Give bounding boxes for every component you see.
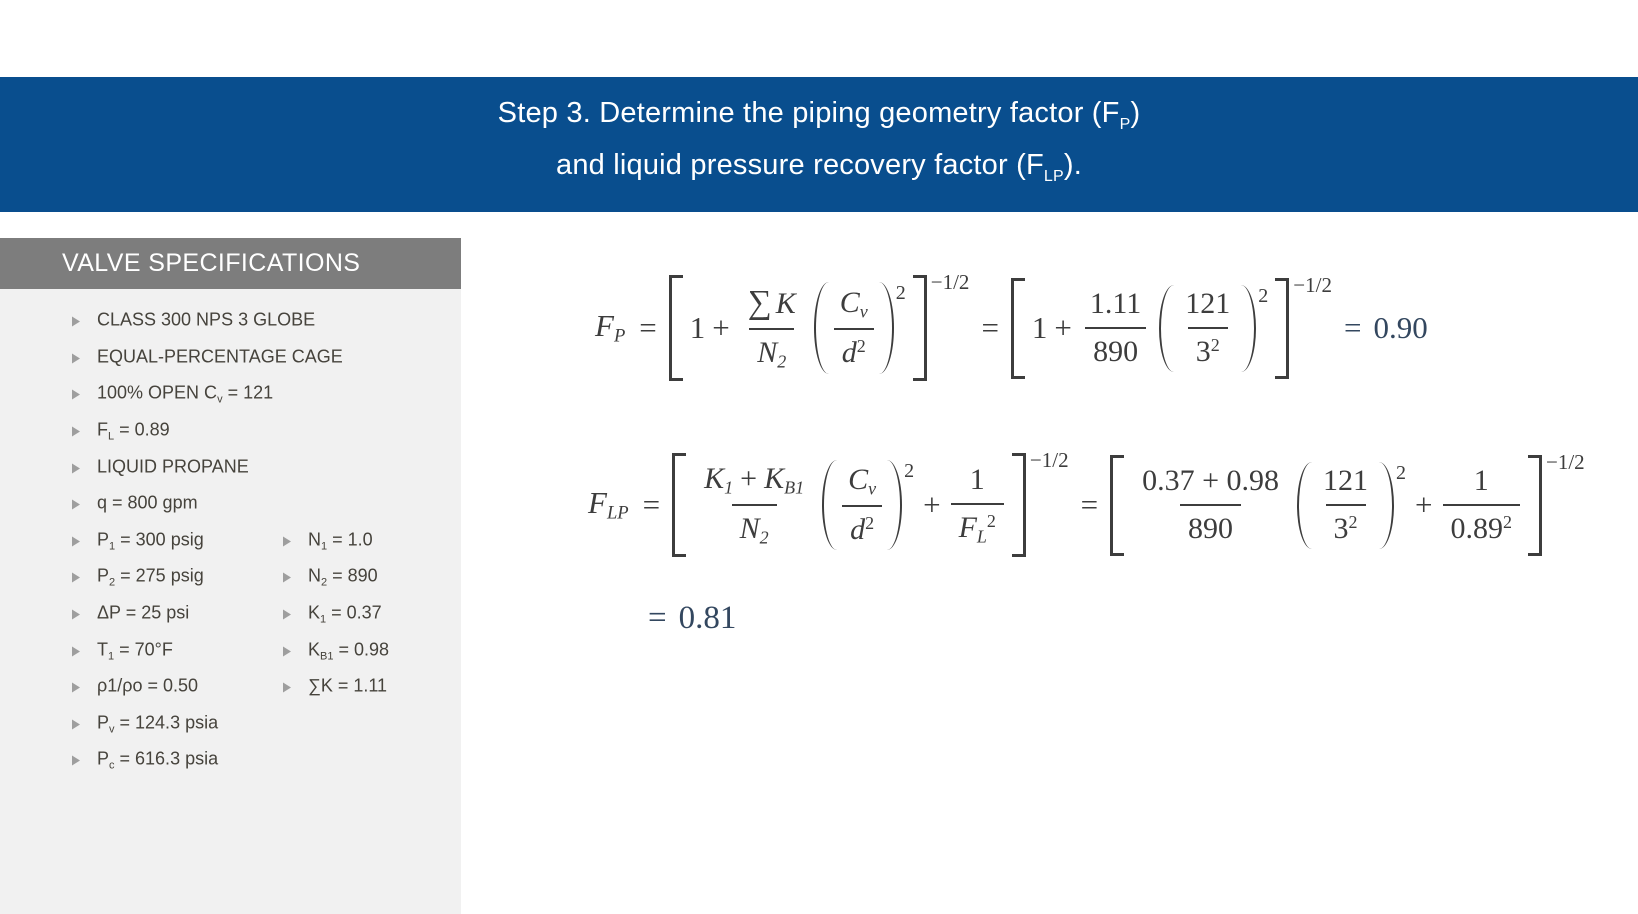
spec-item [72, 383, 273, 406]
left-bracket [1110, 455, 1124, 556]
left-paren [1159, 285, 1174, 372]
exponent: −1/2 [930, 269, 970, 294]
triangle-bullet-icon [283, 646, 291, 656]
title-text: ) [1130, 96, 1141, 129]
valve-specifications-panel [0, 238, 461, 914]
title-text: Step 3. Determine the piping geometry factor (F [497, 96, 1120, 129]
exponent: −1/2 [1546, 449, 1585, 474]
spec-item [72, 493, 198, 516]
valve-specifications-heading: VALVE SPECIFICATIONS [0, 238, 461, 289]
spec-item [72, 529, 204, 552]
spec-item-label: $P_v = 124.3$ psia [97, 712, 219, 736]
spec-item-label: 100% OPEN $C_v = 121$ [97, 382, 274, 406]
spec-item [72, 346, 343, 369]
triangle-bullet-icon [72, 683, 80, 693]
right-bracket [1528, 455, 1542, 556]
spec-row [0, 706, 461, 743]
fraction: $\frac{Cv}{d^2}$ [840, 463, 884, 548]
spec-row [0, 340, 461, 377]
left-bracket [1011, 278, 1025, 379]
op-equals: = [981, 310, 999, 345]
title-text: and liquid pressure recovery factor (F [555, 148, 1044, 181]
spec-item-label: $T_1 = 70^\circ F$ [97, 639, 173, 663]
spec-item-label: q = 800 gpm [97, 492, 198, 513]
exponent: −1/2 [1029, 447, 1069, 472]
fraction: $\frac{1}{FL^2}$ [951, 463, 1004, 548]
triangle-bullet-icon [283, 573, 291, 583]
slide-title-line-2 [556, 145, 1082, 197]
right-paren [1379, 462, 1394, 549]
exponent: 2 [904, 459, 915, 482]
triangle-bullet-icon [283, 683, 291, 693]
op-equals: = [1343, 310, 1362, 345]
spec-item [72, 712, 218, 735]
fraction: $\frac{\sum K}{N2}$ [747, 283, 796, 372]
spec-item [283, 603, 382, 626]
spec-item-label: ΔP = 25 psi [97, 602, 190, 623]
left-paren [814, 282, 829, 375]
triangle-bullet-icon [72, 390, 80, 400]
spec-item [72, 420, 170, 443]
spec-item [72, 566, 204, 589]
spec-row [0, 742, 461, 779]
spec-row [0, 413, 461, 450]
flp-lhs: FLP [588, 485, 629, 524]
spec-item [72, 310, 315, 333]
op-plus: + [712, 309, 730, 345]
slide-title-line-1 [498, 93, 1141, 145]
flp-result [648, 600, 736, 637]
spec-item-label: $K_{B1} = 0.98$ [308, 639, 390, 663]
right-paren [887, 460, 902, 550]
op-equals: = [642, 487, 661, 522]
fp-numeric-expression [1011, 272, 1332, 374]
spec-item [283, 639, 389, 662]
triangle-bullet-icon [72, 573, 80, 583]
exponent: −1/2 [1293, 272, 1332, 297]
triangle-bullet-icon [72, 500, 80, 510]
title-subscript: LP [1043, 167, 1064, 185]
slide-title-band [0, 77, 1638, 212]
fraction: $\frac{0.37 + 0.98}{890}$ [1142, 463, 1280, 545]
op-plus: + [1415, 487, 1433, 522]
spec-row [0, 596, 461, 633]
spec-item-label: $P_2 = 275$ psig [97, 565, 204, 589]
spec-row [0, 376, 461, 413]
op-equals: = [1080, 487, 1099, 522]
spec-item [283, 529, 373, 552]
spec-item [283, 676, 387, 699]
left-bracket [672, 453, 686, 557]
right-bracket [1012, 453, 1026, 557]
triangle-bullet-icon [72, 646, 80, 656]
triangle-bullet-icon [72, 610, 80, 620]
flp-result-value: 0.81 [678, 600, 737, 636]
op-plus: + [1054, 310, 1072, 345]
spec-item-label: $P_c = 616.3$ psia [97, 748, 219, 772]
triangle-bullet-icon [72, 536, 80, 546]
triangle-bullet-icon [72, 353, 80, 363]
exponent: 2 [1396, 461, 1407, 484]
fp-lhs: FP [595, 308, 626, 347]
triangle-bullet-icon [72, 317, 80, 327]
spec-row [0, 559, 461, 596]
left-paren [822, 460, 837, 550]
fp-formula [595, 258, 1428, 398]
triangle-bullet-icon [283, 536, 291, 546]
triangle-bullet-icon [283, 610, 291, 620]
spec-item-label: CLASS 300 NPS 3 GLOBE [97, 309, 316, 330]
right-bracket [913, 275, 927, 382]
spec-item [283, 566, 378, 589]
number: 1 [1031, 310, 1048, 345]
spec-item-label: $P_1 = 300$ psig [97, 529, 204, 553]
flp-numeric-expression [1110, 449, 1585, 551]
spec-row [0, 449, 461, 486]
fraction: $\frac{Cv}{d^2}$ [832, 286, 876, 371]
right-paren [879, 282, 894, 375]
spec-item [72, 639, 173, 662]
sigma-symbol: ∑ [747, 283, 772, 321]
right-paren [1241, 285, 1256, 372]
spec-item [72, 456, 249, 479]
spec-item-label: $N_2 = 890$ [308, 565, 378, 589]
number: 1 [689, 309, 706, 345]
op-equals: = [639, 310, 657, 345]
right-bracket [1275, 278, 1289, 379]
spec-row [0, 632, 461, 669]
spec-row [0, 669, 461, 706]
exponent: 2 [895, 281, 906, 304]
fp-result-value: 0.90 [1373, 310, 1428, 345]
left-bracket [669, 275, 683, 382]
exponent: 2 [1258, 284, 1269, 307]
spec-row [0, 523, 461, 560]
triangle-bullet-icon [72, 427, 80, 437]
spec-row [0, 303, 461, 340]
spec-item-label: EQUAL-PERCENTAGE CAGE [97, 346, 343, 367]
fraction: $\frac{121}{3^2}$ [1323, 463, 1369, 545]
spec-item [72, 603, 189, 626]
spec-item-label: ρ1/ρo = 0.50 [97, 675, 199, 696]
spec-row [0, 486, 461, 523]
flp-symbolic-expression [672, 447, 1069, 552]
fraction: $\frac{121}{3^2}$ [1185, 286, 1231, 368]
flp-formula [588, 430, 1585, 580]
spec-item-label: $N_1 = 1.0$ [308, 529, 373, 553]
spec-item [72, 749, 218, 772]
spec-item [72, 676, 198, 699]
spec-item-label: $K_1 = 0.37$ [308, 602, 382, 626]
left-paren [1297, 462, 1312, 549]
op-plus: + [923, 487, 941, 522]
title-text: ). [1063, 148, 1083, 181]
fraction: $\frac{K1 + KB1}{N2}$ [704, 461, 805, 548]
op-equals: = [648, 600, 667, 636]
triangle-bullet-icon [72, 463, 80, 473]
spec-list [0, 303, 461, 779]
fp-symbolic-expression [669, 269, 970, 377]
triangle-bullet-icon [72, 719, 80, 729]
spec-item-label: ∑K = 1.11 [308, 675, 388, 696]
op-plus: + [740, 461, 758, 495]
triangle-bullet-icon [72, 756, 80, 766]
spec-item-label: $F_L = 0.89$ [97, 419, 170, 443]
fraction: $\frac{1.11}{890}$ [1082, 287, 1149, 370]
spec-item-label: LIQUID PROPANE [97, 456, 249, 477]
title-subscript: P [1119, 115, 1131, 133]
fraction: $\frac{1}{0.89^2}$ [1443, 464, 1521, 547]
